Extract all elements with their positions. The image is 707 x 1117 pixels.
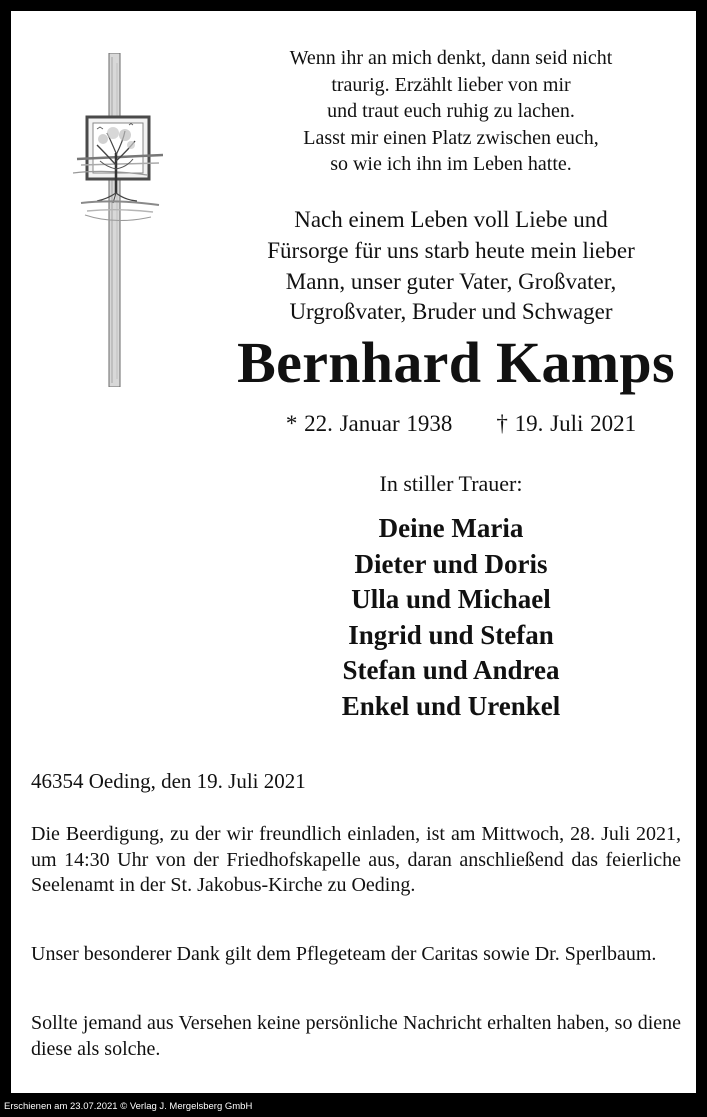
life-dates [231, 409, 691, 439]
cross-tree-icon [67, 53, 163, 387]
family-member: Enkel und Urenkel [341, 690, 561, 721]
family-member: Ingrid und Stefan [348, 619, 554, 650]
deceased-name: Bernhard Kamps [237, 330, 675, 395]
family-member: Dieter und Doris [354, 548, 548, 579]
family-list [221, 511, 681, 725]
intro-line: Urgroßvater, Bruder und Schwager [289, 299, 613, 325]
poem-line: Lasst mir einen Platz zwischen euch, [303, 126, 599, 149]
notice-paragraph: Sollte jemand aus Versehen keine persönliche Nachricht erhalten haben, so diene diese als solche. [31, 1012, 681, 1060]
publication-footer: Erschienen am 23.07.2021 © Verlag J. Mergelsberg GmbH [4, 1101, 253, 1112]
intro-text [221, 205, 681, 328]
poem-line: so wie ich ihn im Leben hatte. [330, 153, 572, 176]
poem-line: traurig. Erzählt lieber von mir [331, 73, 571, 96]
family-member: Ulla und Michael [351, 584, 551, 615]
poem-line: Wenn ihr an mich denkt, dann seid nicht [289, 47, 613, 69]
place-date: 46354 Oeding, den 19. Juli 2021 [31, 769, 306, 793]
poem-line: und traut euch ruhig zu lachen. [327, 100, 575, 123]
family-member: Deine Maria [378, 513, 524, 543]
poem [221, 45, 681, 178]
intro-line: Mann, unser guter Vater, Großvater, [285, 268, 617, 294]
intro-line: Fürsorge für uns starb heute mein lieber [267, 237, 635, 263]
mourning-label: In stiller Trauer: [379, 471, 523, 496]
intro-line: Nach einem Leben voll Liebe und [294, 207, 608, 232]
birth-date: * 22. Januar 1938 [285, 411, 453, 436]
thanks-paragraph: Unser besonderer Dank gilt dem Pflegeteam der Caritas sowie Dr. Sperlbaum. [31, 943, 657, 965]
family-member: Stefan und Andrea [342, 655, 560, 686]
funeral-paragraph: Die Beerdigung, zu der wir freundlich einladen, ist am Mittwoch, 28. Juli 2021, um 14:30 Uhr von der Friedhofskapelle aus, daran anschließend das feierliche Seelenamt in der St. Jakobus-Kirche zu Oeding. [31, 823, 681, 896]
death-date: † 19. Juli 2021 [496, 411, 637, 436]
